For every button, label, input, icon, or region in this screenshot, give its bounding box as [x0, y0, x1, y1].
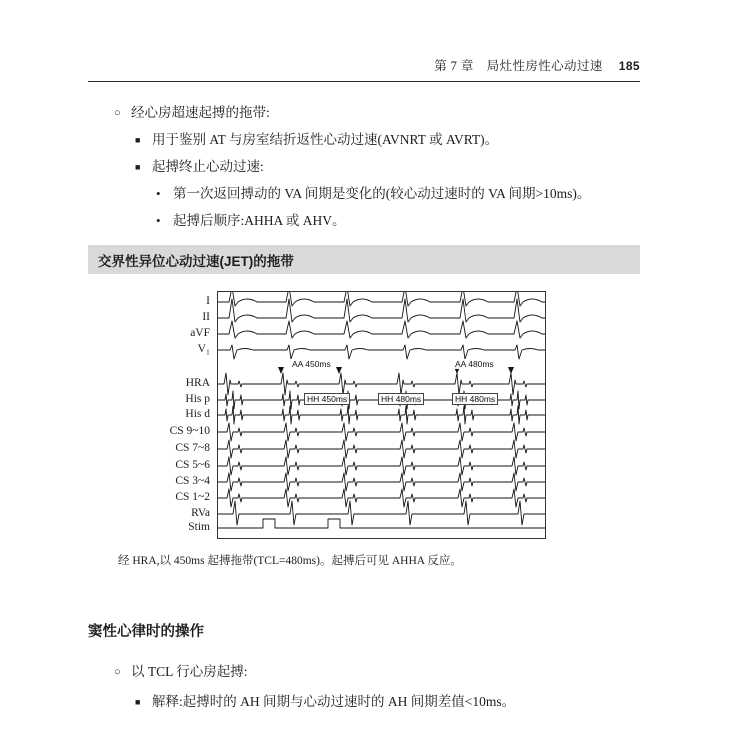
bullet-text: 起搏后顺序:AHHA 或 AHV。: [173, 213, 346, 228]
ecg-trace-10: [218, 473, 545, 491]
bullet-marker: ■: [135, 135, 141, 145]
list-item: [88, 212, 640, 230]
list-item: [88, 131, 640, 149]
bullet-marker: •: [156, 213, 161, 228]
ecg-channel-label: CS 7~8: [175, 442, 210, 454]
running-header: [88, 56, 640, 82]
aa-interval-arrow-icon: [454, 367, 460, 374]
figure-caption: 经 HRA,以 450ms 起搏拖带(TCL=480ms)。起搏后可见 AHHA 反应。: [118, 555, 462, 567]
bullet-marker: ■: [135, 162, 141, 172]
chapter-title: 第 7 章 局灶性房性心动过速: [434, 59, 603, 73]
ecg-trace-11: [218, 489, 545, 507]
ecg-trace-2: [218, 321, 545, 338]
ecg-channel-label: Stim: [188, 521, 210, 533]
ecg-trace-7: [218, 423, 545, 441]
list-item: [88, 158, 640, 176]
ecg-channel-label: CS 1~2: [175, 491, 210, 503]
ecg-figure: [88, 291, 640, 539]
ecg-trace-1: [218, 299, 545, 322]
list-item: [88, 185, 640, 203]
bullet-list-top: [88, 104, 640, 230]
ecg-channel-label: RVa: [191, 507, 210, 519]
ecg-trace-3: [218, 345, 545, 359]
ecg-channel-labels: [88, 291, 217, 539]
bullet-text: 以 TCL 行心房起搏:: [131, 664, 248, 679]
ecg-traces: [218, 292, 545, 538]
bullet-marker: •: [156, 186, 161, 201]
bullet-text: 用于鉴别 AT 与房室结折返性心动过速(AVNRT 或 AVRT)。: [152, 132, 499, 147]
ecg-trace-9: [218, 457, 545, 475]
ecg-channel-label: His d: [185, 408, 210, 420]
ecg-channel-label: II: [202, 311, 210, 323]
bullet-text: 第一次返回搏动的 VA 间期是变化的(较心动过速时的 VA 间期>10ms)。: [173, 186, 591, 201]
ecg-trace-6: [218, 406, 545, 424]
bullet-list-bottom: [88, 663, 640, 711]
ecg-channel-label: CS 5~6: [175, 459, 210, 471]
list-item: [88, 663, 640, 681]
ecg-channel-label: HRA: [185, 377, 210, 389]
bullet-marker: ○: [114, 107, 121, 119]
bullet-text: 经心房超速起搏的拖带:: [131, 105, 270, 120]
ecg-trace-12: [218, 501, 545, 525]
ecg-trace-4: [218, 373, 545, 395]
ecg-channel-label: CS 3~4: [175, 475, 210, 487]
ecg-trace-5: [218, 391, 545, 409]
ecg-trace-box: [217, 291, 546, 539]
ecg-channel-label: His p: [185, 393, 210, 405]
ecg-channel-label: aVF: [190, 327, 210, 339]
ecg-channel-label: I: [206, 295, 210, 307]
ecg-interval-annotation: HH 450ms: [304, 393, 350, 405]
ecg-interval-annotation: HH 480ms: [452, 393, 498, 405]
section-banner: 交界性异位心动过速(JET)的拖带: [88, 245, 640, 274]
bullet-text: 起搏终止心动过速:: [152, 159, 264, 174]
list-item: [88, 693, 640, 711]
ecg-channel-label: CS 9~10: [169, 425, 210, 437]
bullet-text: 解释:起搏时的 AH 间期与心动过速时的 AH 间期差值<10ms。: [152, 694, 516, 709]
page-number: 185: [618, 59, 640, 73]
ecg-interval-annotation: HH 480ms: [378, 393, 424, 405]
ecg-interval-annotation: AA 450ms: [292, 359, 331, 369]
list-item: [88, 104, 640, 122]
ecg-interval-annotation: AA 480ms: [455, 359, 494, 369]
ecg-trace-0: [218, 292, 545, 306]
bullet-marker: ■: [135, 697, 141, 707]
bullet-marker: ○: [114, 666, 121, 678]
page-content: [88, 56, 640, 723]
ecg-channel-label: V₁: [197, 343, 210, 355]
section-heading: 窦性心律时的操作: [88, 624, 204, 640]
aa-interval-arrow-icon: [508, 367, 514, 374]
ecg-trace-13: [218, 519, 545, 528]
ecg-trace-8: [218, 440, 545, 458]
